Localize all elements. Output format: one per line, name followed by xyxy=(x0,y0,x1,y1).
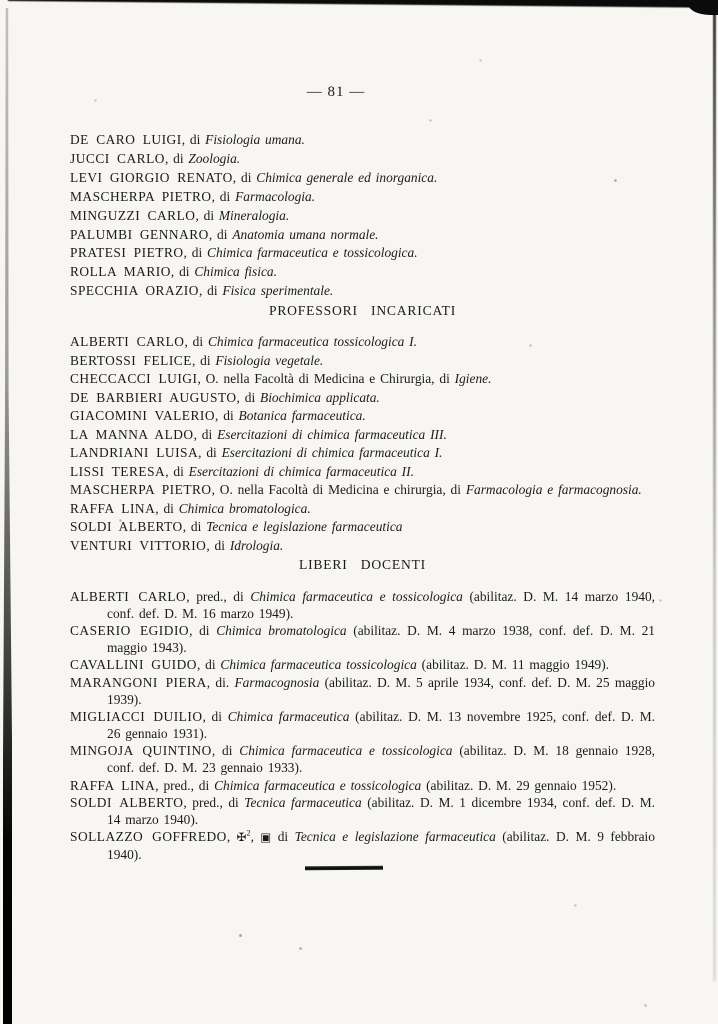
entry-text: , di xyxy=(198,445,222,460)
entry-subject: Chimica bromatologica xyxy=(216,623,347,639)
entry-text: , di xyxy=(191,352,216,368)
entry-name: JUCCI CARLO xyxy=(70,150,165,166)
entry-subject: Biochimica applicata. xyxy=(260,389,380,405)
entry-text: , di xyxy=(165,463,189,479)
list-item xyxy=(70,829,655,863)
entry-subject: Fisiologia umana. xyxy=(205,132,305,147)
entry-text: , O. nella Facoltà di Medicina e chirurgia, di xyxy=(211,482,466,497)
entry-text: di xyxy=(271,829,295,845)
list-item xyxy=(70,481,655,500)
entry-text: , di. xyxy=(206,674,235,690)
entry-subject: Chimica farmaceutica e tossicologica xyxy=(250,589,463,604)
entry-name: DE BARBIERI AUGUSTO xyxy=(70,389,237,405)
entry-subject: Esercitazioni di chimica farmaceutica III. xyxy=(217,426,447,442)
entry-text: , di xyxy=(202,709,228,725)
entry-text: , di xyxy=(211,188,236,204)
entry-subject: Anatomia umana normale. xyxy=(232,226,379,242)
decoration-symbol: ▣ xyxy=(260,832,272,845)
entry-text: (abilitaz. D. M. 1 dicembre 1934, conf. def. D. M. 14 marzo 1940). xyxy=(107,795,656,827)
entry-subject: Farmacologia e farmacognosia. xyxy=(465,482,642,497)
entry-name: MASCHERPA PIETRO xyxy=(70,188,212,204)
entry-subject: Chimica farmaceutica e tossicologica xyxy=(239,743,453,759)
entry-name: MINGUZZI CARLO xyxy=(70,207,196,223)
entry-subject: Botanica farmaceutica. xyxy=(238,408,366,423)
entry-name: GIACOMINI VALERIO xyxy=(70,408,216,423)
list-item xyxy=(70,188,655,207)
page-number: — 81 — xyxy=(306,84,366,100)
entry-name: LISSI TERESA xyxy=(70,463,166,479)
decoration-symbol: ✠ xyxy=(236,832,247,845)
list-item xyxy=(70,352,655,371)
entry-text: , pred., di xyxy=(183,795,245,811)
entry-text: , di xyxy=(211,743,240,759)
entry-subject: Chimica bromatologica. xyxy=(178,500,311,516)
scan-corner-top-right xyxy=(688,0,718,15)
entry-name: MINGOJA QUINTINO xyxy=(70,743,212,759)
list-item xyxy=(70,169,655,188)
entry-text: (abilitaz. D. M. 29 gennaio 1952). xyxy=(421,777,617,793)
entry-text: , xyxy=(226,829,237,845)
list-item xyxy=(70,589,655,622)
entry-subject: Esercitazioni di chimica farmaceutica I. xyxy=(221,445,443,460)
entry-subject: Fisiologia vegetale. xyxy=(215,352,324,368)
entry-subject: Igiene. xyxy=(454,371,492,386)
entry-name: RAFFA LINA xyxy=(70,500,156,516)
entry-name: MIGLIACCI DUILIO xyxy=(70,709,203,725)
entry-text: , di xyxy=(181,132,206,147)
entry-subject: Chimica farmaceutica e tossicologica. xyxy=(207,245,418,261)
entry-subject: Zoologia. xyxy=(188,150,241,166)
entry-name: SOLLAZZO GOFFREDO xyxy=(70,829,227,845)
section-title-professori-incaricati: PROFESSORI INCARICATI xyxy=(268,303,457,318)
list-item xyxy=(70,370,655,389)
entry-text: , di xyxy=(183,245,208,261)
entry-subject: Chimica farmaceutica e tossicologica xyxy=(214,777,422,793)
list-item xyxy=(70,778,655,795)
entry-text: , di xyxy=(195,207,219,223)
entry-text: , di xyxy=(232,169,257,185)
entry-text: , di xyxy=(215,408,239,423)
list-item xyxy=(70,463,655,482)
scan-edge-top xyxy=(8,0,718,8)
entry-subject: Tecnica e legislazione farmaceutica xyxy=(294,829,496,845)
list-item xyxy=(70,389,655,408)
entry-name: ALBERTI CARLO xyxy=(70,589,187,604)
list-item xyxy=(70,263,655,282)
entry-text: (abilitaz. D. M. 18 gennaio 1928, conf. def. D. M. 23 gennaio 1933). xyxy=(107,743,655,775)
entry-text: , di xyxy=(208,226,233,242)
entry-text: , di xyxy=(196,657,221,673)
scan-edge-left xyxy=(3,8,12,1024)
entry-name: VENTURI VITTORIO xyxy=(70,537,207,553)
list-item xyxy=(70,150,655,169)
entry-subject: Chimica farmaceutica xyxy=(227,709,350,725)
list-item xyxy=(70,657,655,674)
entry-text: , di xyxy=(193,426,218,442)
entry-name: ALBERTI CARLO xyxy=(70,334,185,349)
list-item xyxy=(70,675,655,708)
list-item xyxy=(70,333,655,352)
list-item xyxy=(70,444,655,463)
entry-text: (abilitaz. D. M. 9 febbraio 1940). xyxy=(107,829,655,862)
entry-text: , pred., di xyxy=(186,589,251,604)
list-item xyxy=(70,226,655,245)
entry-subject: Tecnica farmaceutica xyxy=(244,795,362,811)
entry-name: RAFFA LINA xyxy=(70,777,156,793)
list-item xyxy=(70,743,655,776)
entry-subject: Chimica generale ed inorganica. xyxy=(256,169,438,185)
entry-subject: Farmacognosia xyxy=(234,674,320,690)
end-of-section-rule xyxy=(305,866,383,871)
list-item xyxy=(70,537,655,556)
entry-name: PALUMBI GENNARO xyxy=(70,226,209,242)
entry-text: , di xyxy=(170,264,195,280)
entry-name: CHECCACCI LUIGI xyxy=(70,371,198,386)
entry-text: , di xyxy=(198,283,223,299)
entry-name: CASERIO EGIDIO xyxy=(70,623,190,639)
entry-name: PRATESI PIETRO xyxy=(70,245,184,261)
entry-subject: Chimica farmaceutica tossicologica I. xyxy=(207,334,417,349)
entry-text: , di xyxy=(206,537,230,553)
entry-subject: Chimica fisica. xyxy=(194,264,277,280)
list-item xyxy=(70,500,655,519)
entry-text: , di xyxy=(164,150,189,166)
entry-subject: Mineralogia. xyxy=(218,207,290,223)
entry-text: , xyxy=(250,829,261,845)
list-item xyxy=(70,244,655,263)
professors-ordinari-list xyxy=(70,131,655,301)
decoration-superscript: 2 xyxy=(246,827,251,838)
entry-name: MASCHERPA PIETRO xyxy=(70,482,212,497)
list-item xyxy=(70,207,655,226)
entry-subject: Chimica farmaceutica tossicologica xyxy=(220,657,417,673)
entry-name: SPECCHIA ORAZIO xyxy=(70,283,199,299)
entry-subject: Idrologia. xyxy=(229,537,284,553)
professori-incaricati-list xyxy=(70,333,655,555)
entry-name: LANDRIANI LUISA xyxy=(70,445,199,460)
entry-text: , di xyxy=(189,623,217,639)
entry-text: , di xyxy=(155,500,179,516)
liberi-docenti-list xyxy=(70,589,655,865)
list-item xyxy=(70,407,655,426)
entry-text: , di xyxy=(182,519,207,534)
list-item xyxy=(70,795,655,828)
entry-name: LEVI GIORGIO RENATO xyxy=(70,169,233,185)
entry-text: , pred., di xyxy=(155,777,215,793)
list-item xyxy=(70,518,655,537)
list-item xyxy=(70,709,655,742)
entry-text: (abilitaz. D. M. 11 maggio 1949). xyxy=(416,657,610,673)
list-item xyxy=(70,623,655,656)
entry-name: BERTOSSI FELICE xyxy=(70,352,192,368)
entry-text: (abilitaz. D. M. 4 marzo 1938, conf. def. D. M. 21 maggio 1943). xyxy=(107,623,655,655)
entry-text: , di xyxy=(236,389,261,405)
entry-text: , O. nella Facoltà di Medicina e Chirurgia, di xyxy=(197,371,455,386)
entry-text: (abilitaz. D. M. 5 aprile 1934, conf. def. D. M. 25 maggio 1939). xyxy=(107,674,655,707)
list-item xyxy=(70,282,655,301)
entry-text: (abilitaz. D. M. 13 novembre 1925, conf. def. D. M. 26 gennaio 1931). xyxy=(107,709,655,741)
entry-name: CAVALLINI GUIDO xyxy=(70,657,197,673)
list-item xyxy=(70,426,655,445)
section-title-liberi-docenti: LIBERI DOCENTI xyxy=(298,557,427,572)
entry-subject: Fisica sperimentale. xyxy=(222,283,334,299)
entry-subject: Esercitazioni di chimica farmaceutica II. xyxy=(188,463,414,479)
entry-name: DE CARO LUIGI xyxy=(70,132,182,147)
scan-edge-right xyxy=(713,6,716,981)
entry-name: SOLDI ALBERTO xyxy=(70,519,183,534)
entry-name: MARANGONI PIERA xyxy=(70,674,207,690)
list-item xyxy=(70,131,655,150)
entry-name: ROLLA MARIO xyxy=(70,264,171,280)
entry-text: , di xyxy=(184,334,208,349)
entry-name: LA MANNA ALDO xyxy=(70,426,194,442)
entry-name: SOLDI ALBERTO xyxy=(70,795,184,811)
entry-text: (abilitaz. D. M. 14 marzo 1940, conf. def. D. M. 16 marzo 1949). xyxy=(107,589,656,621)
scan-noise xyxy=(0,0,1,1)
entry-subject: Farmacologia. xyxy=(235,188,316,204)
entry-subject: Tecnica e legislazione farmaceutica xyxy=(206,519,403,534)
